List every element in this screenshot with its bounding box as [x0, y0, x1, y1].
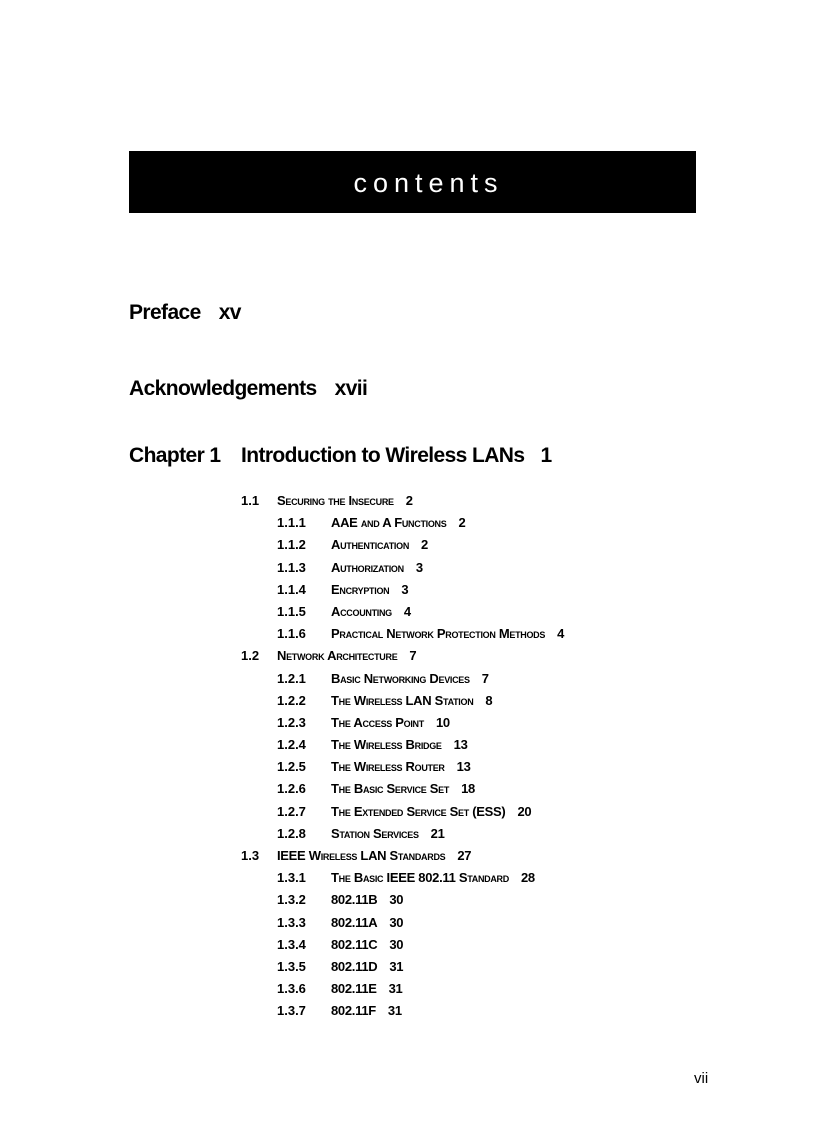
toc-subsection-row[interactable]	[0, 624, 816, 646]
toc-number: 1.1.5	[277, 603, 306, 619]
toc-title-group	[331, 937, 403, 952]
toc-number: 1.2.2	[277, 692, 306, 708]
toc-title-group	[331, 537, 428, 552]
toc-title: 802.11A	[331, 914, 378, 930]
toc-number: 1.2.4	[277, 737, 306, 753]
toc-page: 10	[435, 714, 450, 730]
toc-subsection-row[interactable]	[0, 890, 816, 912]
toc-page: 31	[389, 958, 404, 974]
toc-subsection-row[interactable]	[0, 824, 816, 846]
toc-number: 1.3.1	[277, 870, 306, 886]
toc-number: 1.3.5	[277, 958, 306, 974]
toc-number: 1.2.5	[277, 759, 306, 775]
toc-subsection-row[interactable]	[0, 535, 816, 557]
toc-subsection-row[interactable]	[0, 979, 816, 1001]
toc-title-group	[331, 693, 492, 708]
toc-page: 27	[457, 848, 472, 863]
toc-title-group	[277, 848, 471, 863]
toc-title: The Basic IEEE 802.11 Standard	[331, 870, 509, 886]
chapter-title: Introduction to Wireless LANs	[241, 444, 525, 467]
toc-page: 7	[481, 670, 489, 686]
toc-number: 1.3.4	[277, 936, 306, 952]
toc-title: 802.11D	[331, 958, 378, 974]
toc-subsection-row[interactable]	[0, 757, 816, 779]
entry-title: Acknowledgements	[129, 377, 317, 400]
toc-page: 28	[520, 870, 535, 886]
toc-title: 802.11B	[331, 892, 378, 908]
toc-page: 3	[415, 559, 423, 575]
entry-page: xv	[218, 301, 241, 324]
toc-page: 30	[389, 892, 404, 908]
contents-banner	[129, 151, 696, 213]
toc-subsection-row[interactable]	[0, 913, 816, 935]
page-number: vii	[694, 1070, 709, 1087]
toc-page: 21	[430, 825, 445, 841]
toc-title-group	[331, 737, 468, 752]
toc-page: 20	[517, 803, 532, 819]
toc-number: 1.3.2	[277, 892, 306, 908]
toc-subsection-row[interactable]	[0, 513, 816, 535]
toc-number: 1.3.3	[277, 914, 306, 930]
toc-page: 2	[405, 493, 413, 508]
toc-entry-acknowledgements[interactable]	[129, 377, 367, 401]
toc-title: The Wireless Router	[331, 759, 445, 775]
toc-title: Encryption	[331, 581, 390, 597]
toc-title-group	[331, 1003, 402, 1018]
toc-title: Basic Networking Devices	[331, 670, 470, 686]
toc-page: 4	[557, 626, 565, 642]
toc-title-group	[331, 915, 403, 930]
toc-title: The Access Point	[331, 714, 424, 730]
toc-number: 1.2	[241, 648, 260, 664]
toc-section-row[interactable]	[0, 491, 816, 513]
toc-subsection-row[interactable]	[0, 558, 816, 580]
page-title: contents	[353, 167, 504, 198]
toc-title: Network Architecture	[277, 648, 398, 664]
toc-number: 1.2.8	[277, 825, 306, 841]
toc-number: 1.2.3	[277, 714, 306, 730]
toc-page: 7	[409, 648, 417, 664]
toc-title-group	[331, 981, 403, 996]
toc-list	[0, 491, 816, 1024]
toc-title: The Extended Service Set (ESS)	[331, 803, 506, 819]
toc-subsection-row[interactable]	[0, 779, 816, 801]
toc-number: 1.3.6	[277, 981, 306, 997]
toc-section-row[interactable]	[0, 646, 816, 668]
toc-number: 1.1.4	[277, 581, 306, 597]
toc-entry-preface[interactable]	[129, 301, 241, 325]
toc-entry-chapter-1[interactable]	[241, 444, 552, 468]
toc-page: 13	[453, 737, 468, 753]
toc-title: Practical Network Protection Methods	[331, 626, 546, 642]
toc-title-group	[331, 892, 403, 907]
toc-title-group	[331, 959, 403, 974]
toc-subsection-row[interactable]	[0, 868, 816, 890]
toc-section-row[interactable]	[0, 846, 816, 868]
toc-title-group	[331, 826, 445, 841]
toc-title: Securing the Insecure	[277, 493, 394, 508]
toc-title: Station Services	[331, 825, 419, 841]
toc-number: 1.3.7	[277, 1003, 306, 1019]
toc-title-group	[331, 870, 535, 885]
toc-title: Authentication	[331, 537, 410, 553]
toc-title: 802.11F	[331, 1003, 376, 1019]
toc-page: 3	[401, 581, 409, 597]
toc-number: 1.1.3	[277, 559, 306, 575]
toc-title-group	[331, 626, 564, 641]
toc-page: 18	[461, 781, 475, 797]
toc-number: 1.2.7	[277, 803, 306, 819]
toc-number: 1.1.6	[277, 626, 306, 642]
toc-subsection-row[interactable]	[0, 669, 816, 691]
toc-title-group	[331, 515, 465, 530]
toc-title-group	[331, 759, 471, 774]
toc-title-group	[277, 648, 416, 663]
toc-number: 1.2.6	[277, 781, 306, 797]
toc-title: The Basic Service Set	[331, 781, 450, 797]
entry-page: xvii	[334, 377, 368, 400]
entry-title: Preface	[129, 301, 201, 324]
toc-page: 13	[456, 759, 471, 775]
toc-page: 31	[388, 981, 403, 997]
toc-page: 30	[389, 936, 404, 952]
toc-page: 30	[389, 914, 404, 930]
toc-subsection-row[interactable]	[0, 957, 816, 979]
toc-title-group	[331, 560, 423, 575]
toc-title: Accounting	[331, 603, 392, 619]
toc-page: 8	[485, 692, 493, 708]
toc-title-group	[277, 493, 413, 508]
toc-title: The Wireless LAN Station	[331, 692, 474, 708]
toc-title: The Wireless Bridge	[331, 737, 442, 753]
toc-number: 1.3	[241, 848, 260, 863]
toc-page: 4	[403, 603, 411, 619]
toc-title: 802.11E	[331, 981, 377, 997]
toc-number: 1.1	[241, 493, 260, 508]
toc-title: AAE and A Functions	[331, 515, 447, 531]
toc-title-group	[331, 781, 475, 796]
toc-subsection-row[interactable]	[0, 691, 816, 713]
chapter-label: Chapter 1	[129, 444, 221, 467]
toc-subsection-row[interactable]	[0, 802, 816, 824]
toc-number: 1.2.1	[277, 670, 306, 686]
toc-page: 2	[421, 537, 428, 553]
toc-number: 1.1.1	[277, 515, 306, 531]
toc-subsection-row[interactable]	[0, 580, 816, 602]
chapter-page: 1	[540, 444, 552, 467]
toc-title-group	[331, 582, 408, 597]
toc-title: Authorization	[331, 559, 404, 575]
toc-title-group	[331, 604, 411, 619]
toc-page: 31	[387, 1003, 402, 1019]
toc-title: IEEE Wireless LAN Standards	[277, 848, 446, 863]
toc-subsection-row[interactable]	[0, 713, 816, 735]
toc-subsection-row[interactable]	[0, 602, 816, 624]
toc-subsection-row[interactable]	[0, 935, 816, 957]
toc-page: 2	[458, 515, 466, 531]
toc-number: 1.1.2	[277, 537, 306, 553]
toc-title-group	[331, 804, 531, 819]
toc-title: 802.11C	[331, 936, 378, 952]
toc-title-group	[331, 715, 450, 730]
toc-title-group	[331, 671, 489, 686]
toc-subsection-row[interactable]	[0, 735, 816, 757]
toc-subsection-row[interactable]	[0, 1001, 816, 1023]
